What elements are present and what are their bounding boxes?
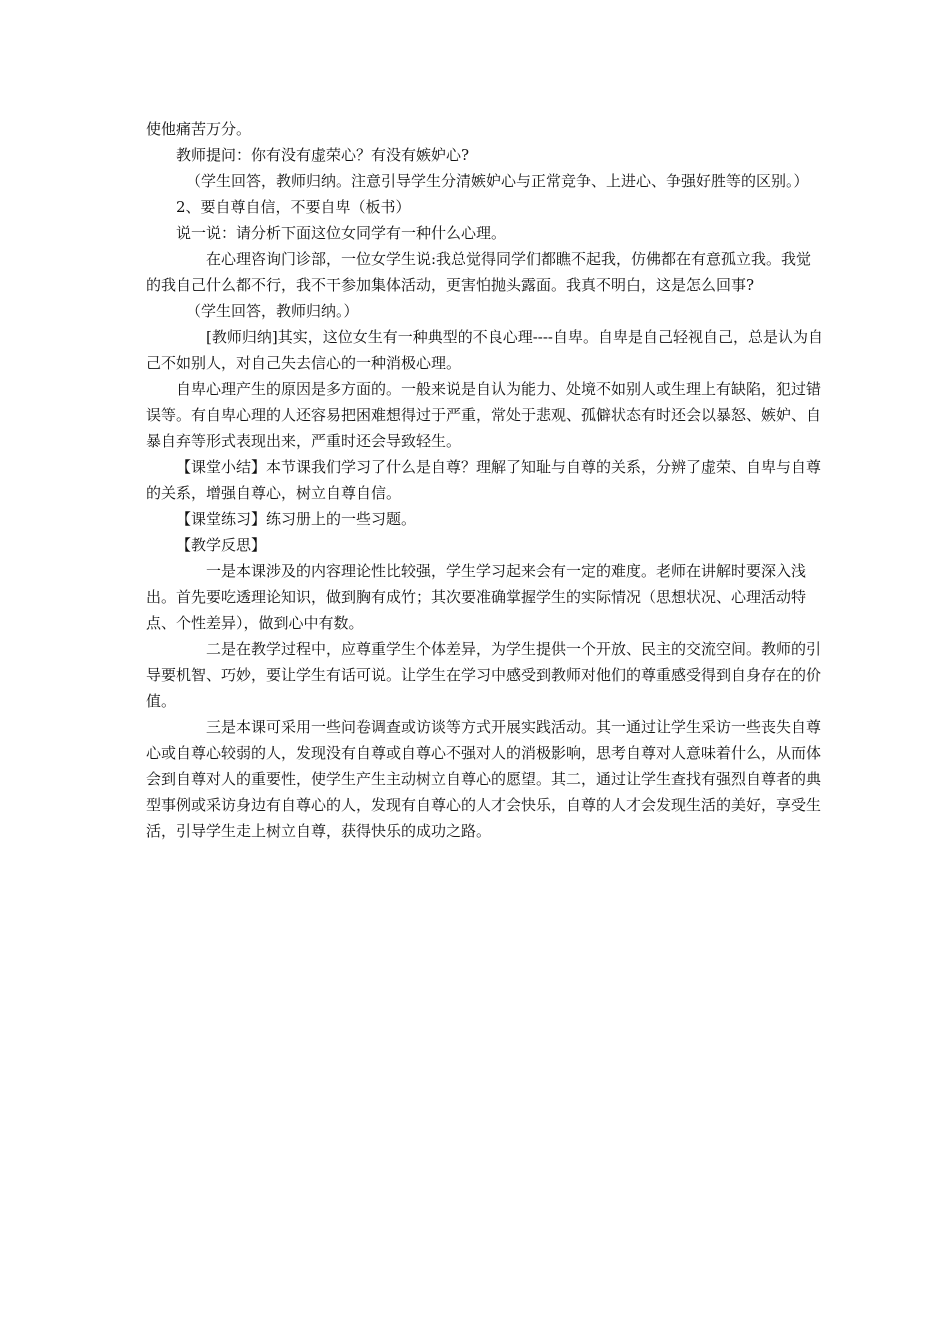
reflection-item: 二是在教学过程中，应尊重学生个体差异，为学生提供一个开放、民主的交流空间。教师的引导要机智、巧妙，要让学生有话可说。让学生在学习中感受到教师对他们的尊重感受得到自身存在的价值。 <box>146 640 822 710</box>
paragraph: 2、要自尊自信，不要自卑（板书） <box>176 198 411 216</box>
paragraph: 自卑心理产生的原因是多方面的。一般来说是自认为能力、处境不如别人或生理上有缺陷，犯过错误等。有自卑心理的人还容易把困难想得过于严重，常处于悲观、孤僻状态有时还会以暴怒、嫉妒、自暴自弃等形式表现出来，严重时还会导致轻生。 <box>146 380 822 450</box>
class-exercise: 【课堂练习】练习册上的一些习题。 <box>176 510 417 528</box>
class-summary: 【课堂小结】本节课我们学习了什么是自尊？理解了知耻与自尊的关系，分辨了虚荣、自卑与自尊的关系，增强自尊心，树立自尊自信。 <box>146 458 822 502</box>
teacher-summary: [教师归纳]其实，这位女生有一种典型的不良心理----自卑。自卑是自己轻视自己，总是认为自己不如别人，对自己失去信心的一种消极心理。 <box>146 328 823 372</box>
paragraph: 使他痛苦万分。 <box>146 120 252 138</box>
reflection-item: 一是本课涉及的内容理论性比较强，学生学习起来会有一定的难度。老师在讲解时要深入浅出。首先要吃透理论知识，做到胸有成竹；其次要准确掌握学生的实际情况（思想状况、心理活动特点、个性差异），做到心中有数。 <box>146 562 807 632</box>
paragraph: （学生回答，教师归纳。） <box>186 302 359 320</box>
reflection-item: 三是本课可采用一些问卷调查或访谈等方式开展实践活动。其一通过让学生采访一些丧失自尊心或自尊心较弱的人，发现没有自尊或自尊心不强对人的消极影响，思考自尊对人意味着什么，从而体会到自尊对人的重要性，使学生产生主动树立自尊心的愿望。其二，通过让学生查找有强烈自尊者的典型事例或采访身边有自尊心的人，发现有自尊心的人才会快乐，自尊的人才会发现生活的美好，享受生活，引导学生走上树立自尊，获得快乐的成功之路。 <box>146 718 822 840</box>
paragraph: （学生回答，教师归纳。注意引导学生分清嫉妒心与正常竞争、上进心、争强好胜等的区别。） <box>186 172 809 190</box>
reflection-heading: 【教学反思】 <box>176 536 267 554</box>
document-body <box>146 116 826 844</box>
paragraph: 说一说：请分析下面这位女同学有一种什么心理。 <box>176 224 507 242</box>
quoted-case: 在心理咨询门诊部，一位女学生说:我总觉得同学们都瞧不起我，仿佛都在有意孤立我。我觉的我自己什么都不行，我不干参加集体活动，更害怕抛头露面。我真不明白，这是怎么回事? <box>146 250 812 294</box>
paragraph: 教师提问：你有没有虚荣心？有没有嫉妒心? <box>176 146 470 164</box>
